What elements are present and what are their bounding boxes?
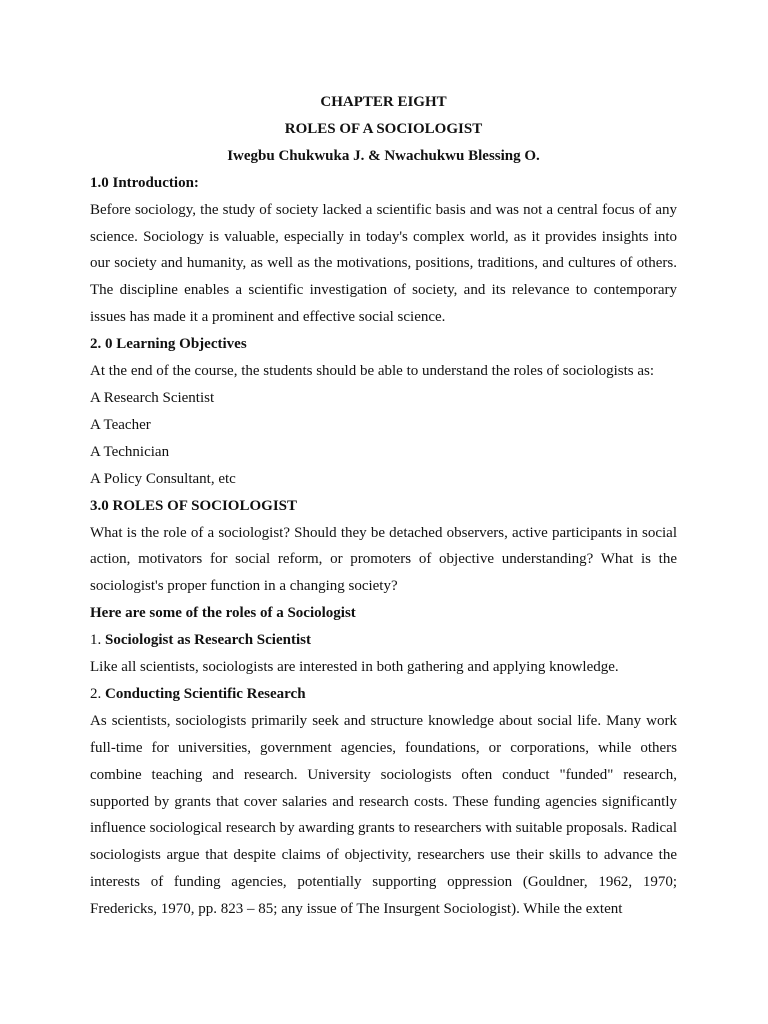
role2-paragraph: As scientists, sociologists primarily seek and structure knowledge about social life. Many work full-time for universities, government agencies, foundations, or corporations, while others combine teaching and research. University sociologists often conduct "funded" research, supported by grants that cover salaries and research costs. These funding agencies significantly influence sociological research by awarding grants to researchers with suitable proposals. Radical sociologists argue that despite claims of objectivity, researchers use their skills to advance the interests of funding agencies, potentially supporting oppression (Gouldner, 1962, 1970; Fredericks, 1970, pp. 823 – 85; any issue of The Insurgent Sociologist). While the extent xyxy=(90,712,677,918)
intro-heading: 1.0 Introduction: xyxy=(90,174,199,191)
chapter-label: CHAPTER EIGHT xyxy=(320,94,447,110)
role1-title: Sociologist as Research Scientist xyxy=(105,632,311,649)
role1-number: 1. xyxy=(90,632,102,649)
role2-number: 2. xyxy=(90,685,102,702)
chapter-authors: Iwegbu Chukwuka J. & Nwachukwu Blessing O. xyxy=(227,147,540,164)
role2-heading xyxy=(90,681,677,708)
objectives-lead: At the end of the course, the students should be able to understand the roles of sociologists as: xyxy=(90,363,655,380)
objectives-heading: 2. 0 Learning Objectives xyxy=(90,336,247,353)
role1-paragraph: Like all scientists, sociologists are interested in both gathering and applying knowledge. xyxy=(90,659,619,676)
chapter-title: ROLES OF A SOCIOLOGIST xyxy=(284,120,483,137)
roles-paragraph: What is the role of a sociologist? Should they be detached observers, active participants in social action, motivators for social reform, or promoters of objective understanding? What is the sociologist's proper function in a changing society? xyxy=(90,524,677,595)
objective-item: A Policy Consultant, etc xyxy=(90,470,236,487)
document-page xyxy=(90,89,677,923)
intro-paragraph: Before sociology, the study of society lacked a scientific basis and was not a central focus of any science. Sociology is valuable, especially in today's complex world, as it provides insights into our society and humanity, as well as the motivations, positions, traditions, and cultures of others. The discipline enables a scientific investigation of society, and its relevance to contemporary issues has made it a prominent and effective social science. xyxy=(90,201,677,326)
objective-item: A Research Scientist xyxy=(90,389,215,406)
objective-item: A Teacher xyxy=(90,416,151,433)
roles-heading: 3.0 ROLES OF SOCIOLOGIST xyxy=(90,497,297,514)
role2-title: Conducting Scientific Research xyxy=(105,685,306,702)
roles-subheading: Here are some of the roles of a Sociologist xyxy=(90,605,356,622)
objective-item: A Technician xyxy=(90,443,170,460)
role1-heading xyxy=(90,627,677,654)
